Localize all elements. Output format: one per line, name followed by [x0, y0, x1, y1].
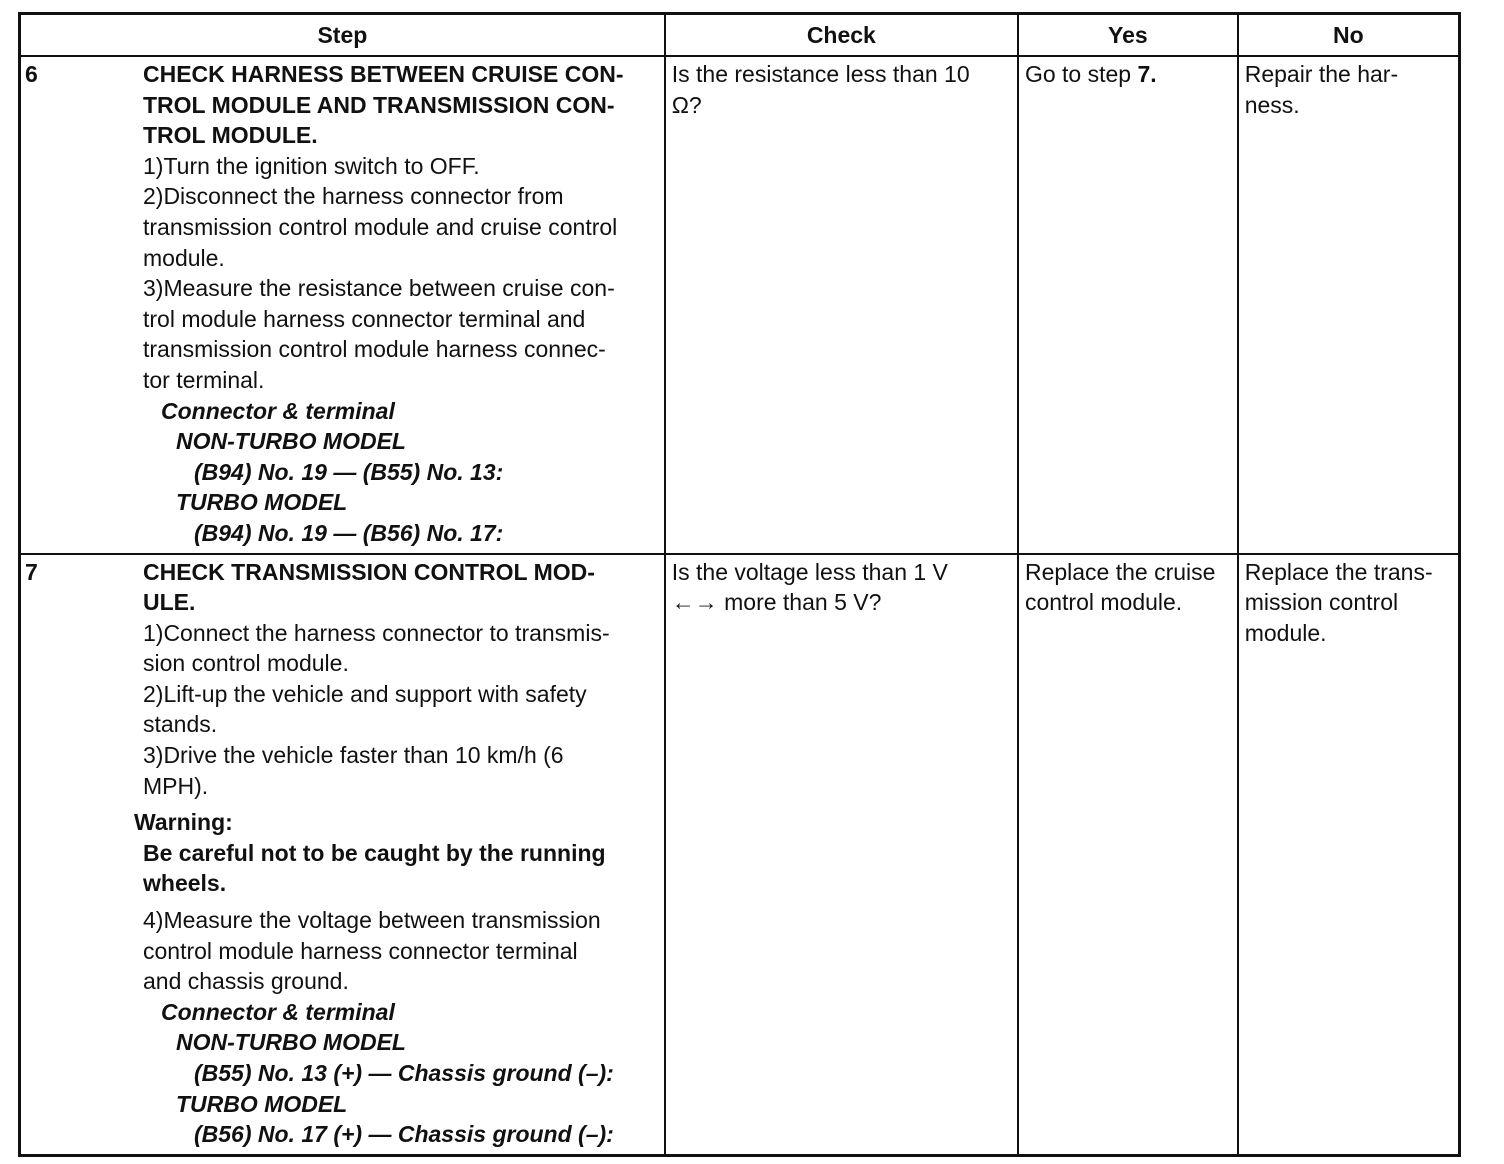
terminal-spec: (B94) No. 19 — (B55) No. 13: [194, 458, 504, 485]
no-cell: Repair the har- ness. [1238, 56, 1460, 554]
step-title: CHECK HARNESS BETWEEN CRUISE CON- TROL MODULE AND TRANSMISSION CON- TROL MODULE. [143, 61, 624, 149]
terminal-spec: (B55) No. 13 (+) — Chassis ground (–): [194, 1060, 614, 1086]
diagnostic-table [18, 12, 1461, 1157]
step-instructions: 1)Turn the ignition switch to OFF. 2)Disconnect the harness connector from transmission control module and cruise control module. 3)Measure the resistance between cruise con- trol module harness connector terminal and transmission control module harness connec- tor terminal. [143, 152, 618, 393]
table-row-step-6 [20, 56, 1460, 554]
model-label: TURBO MODEL [176, 489, 348, 516]
diagnostic-table-sheet [18, 12, 1461, 1148]
yes-text: Go to step [1024, 61, 1138, 87]
header-step: Step [20, 14, 665, 57]
terminal-spec: (B94) No. 19 — (B56) No. 17: [194, 519, 504, 546]
yes-step-link: 7. [1137, 61, 1157, 87]
model-label: TURBO MODEL [176, 1090, 348, 1117]
header-yes: Yes [1018, 14, 1238, 57]
header-no: No [1238, 14, 1460, 57]
header-row [20, 14, 1460, 57]
terminal-spec: (B56) No. 17 (+) — Chassis ground (–): [194, 1121, 614, 1148]
connector-spec [143, 997, 660, 1150]
yes-cell: Replace the cruise control module. [1018, 554, 1238, 1156]
step-number: 7 [25, 558, 38, 585]
check-cell: Is the voltage less than 1 V ←→ more than 5 V? [665, 554, 1018, 1156]
step-cell [20, 554, 665, 1156]
yes-cell [1018, 56, 1238, 554]
step-instructions: 1)Connect the harness connector to transmis- sion control module. 2)Lift-up the vehicle and support with safety stands. 3)Drive the vehicle faster than 10 km/h (6 MPH). [143, 619, 610, 799]
check-cell: Is the resistance less than 10 Ω? [665, 56, 1018, 554]
model-label: NON-TURBO MODEL [176, 1029, 406, 1056]
warning-text: Be careful not to be caught by the running wheels. [143, 839, 606, 897]
table-row-step-7 [20, 554, 1460, 1156]
step-number: 6 [25, 61, 38, 87]
no-cell: Replace the trans- mission control module. [1238, 554, 1460, 1156]
connector-heading: Connector & terminal [161, 998, 395, 1025]
step-instructions: 4)Measure the voltage between transmission control module harness connector terminal and chassis ground. [143, 907, 601, 995]
header-check: Check [665, 14, 1018, 57]
connector-spec [143, 396, 660, 549]
step-title: CHECK TRANSMISSION CONTROL MOD- ULE. [143, 558, 595, 616]
connector-heading: Connector & terminal [161, 397, 395, 424]
model-label: NON-TURBO MODEL [176, 428, 406, 455]
step-cell [20, 56, 665, 554]
warning-label: Warning: [134, 809, 233, 836]
